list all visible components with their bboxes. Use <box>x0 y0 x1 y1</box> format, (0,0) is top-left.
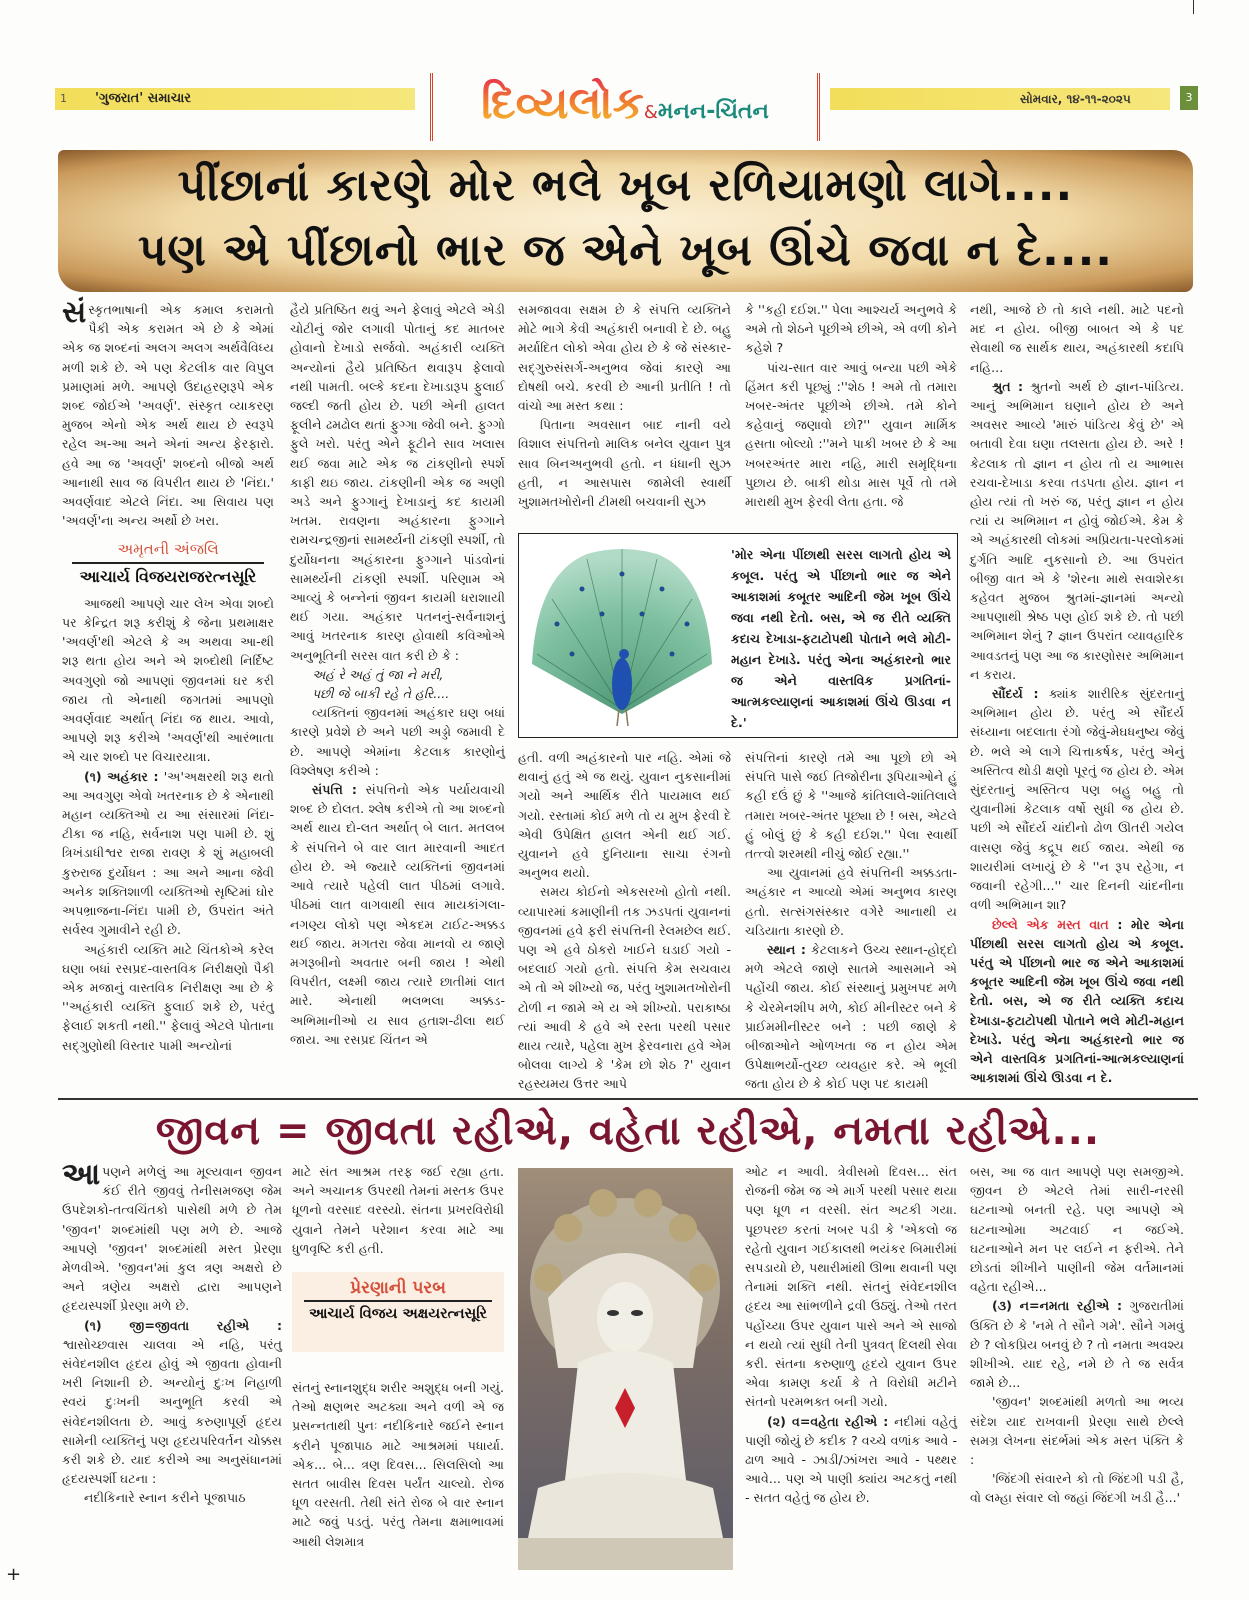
subheading: (૧) જી=જીવતા રહીએ : <box>84 1317 282 1333</box>
paragraph: સંપત્તિનાં કારણે તમે આ પૂછો છો એ સંપત્તિ પાસે જઈ તિજોરીના રૂપિયાઓને હું કહી દઉં છું કે ''આજે કાંતિલાલે-શાંતિલાલે તમારા ખબર-અંતર પૂછ્યા છે ! બસ, એટલે હું બોલું છું કે કહી દઈશ.'' પેલા સ્વાર્થી તત્ત્વો શરમથી નીચું જોઈ રહ્યા.'' <box>745 750 957 862</box>
paragraph: અહંકારી વ્યક્તિ માટે ચિંતકોએ કરેલ ઘણા બધાં રસપ્રદ-વાસ્તવિક નિરીક્ષણો પૈકી એક મજાનું વાસ્તવિક નિરીક્ષણ આ છે કે ''અહંકારી વ્યક્તિ ફુલાઈ શકે છે, પરંતુ ફેલાઈ શકતી નથી.'' ફેલાવું એટલે પોતાના સદ્ગુણોથી વિસ્તાર પામી અન્યોનાં <box>62 941 274 1053</box>
paragraph-text: 'અ'અક્ષરથી શરૂ થતો આ અવગુણ એવો ખતરનાક છે કે એનાથી મહાન વ્યક્તિઓ ય આ સંસારમાં નિંદા-ટીકા જ નહિ, સર્વનાશ પણ પામી છે. શું ત્રિખંડાધીશ્વર રાજા રાવણ કે શું મહાબલી કુરુરાજ દુર્યોધન : આ અને આના જેવી અનેક શક્તિશાળી વ્યક્તિઓ સૃષ્ટિમાં ઘોર અપભ્રાજના-નિંદા પામી છે, ઉપરાંત અંતે સર્વસ્વ ગુમાવીને રહી છે. <box>62 768 274 938</box>
paragraph: સમજાવવા સક્ષમ છે કે સંપત્તિ વ્યક્તિને મોટે ભાગે કેવી અહંકારી બનાવી દે છે. બહુ મર્યાદિત લોકો એવા હોય છે કે જે સંસ્કાર-સદ્ગુરુસંસર્ગ-અનુભવ જેવાં કારણે આ દોષથી બચે. કરવી છે આની પ્રતીતિ ! તો વાંચો આ મસ્ત કથા : <box>518 302 731 414</box>
dropcap: સં <box>62 295 87 330</box>
paragraph <box>62 767 274 940</box>
byline <box>62 540 274 585</box>
column-kicker: પ્રેરણાની પરબ <box>304 1278 492 1302</box>
pull-quote-box <box>518 533 958 738</box>
paragraph: નદીકિનારે સ્નાન કરીને પૂજાપાઠ <box>84 1490 246 1506</box>
paper-mark: 1 <box>60 92 67 105</box>
paragraph-text: નદીમાં વહેતું પાણી જોયું છે કદીક ? વચ્ચે વળાંક આવે - ઢાળ આવે - ઝાડી/ઝાંખરા આવે - પથ્થર આવે... પણ એ પાણી ક્યાંય અટકતું નથી - સતત વહેતું જ હોય છે. <box>745 1413 957 1506</box>
paragraph: નથી, આજે છે તો કાલે નથી. માટે પદનો મદ ન હોય. બીજી બાબત એ કે પદ સેવાથી જ સાર્થક થાય, અહંકારથી કદાપિ નહિ... <box>970 302 1184 375</box>
section-title: દિવ્યલોક <box>481 78 644 129</box>
article1-column-4-continued <box>745 748 957 1094</box>
crop-mark <box>1193 0 1194 14</box>
paragraph <box>970 377 1184 684</box>
article1-column-4 <box>745 300 957 511</box>
pull-quote-text: 'મોર એના પીંછાથી સરસ લાગતો હોય એ કબૂલ. પરંતુ એ પીંછાનો ભાર જ એને આકાશમાં કબૂતર આદિની જેમ ખૂબ ઊંચે જવા નથી દેતો. બસ, એ જ રીતે વ્યક્તિ કદાચ દેખાડા-ફટાટોપથી પોતાને ભલે મોટી-મહાન દેખાડે. પરંતુ એના અહંકારનો ભાર જ એને વાસ્તવિક પ્રગતિનાં-આત્મકલ્યાણનાં આકાશમાં ઊંચે ઊડવા ન દે.' <box>731 547 951 730</box>
author-name: આચાર્ય વિજયરાજરત્નસૂરિ <box>79 566 257 586</box>
headline-banner <box>58 150 1193 292</box>
paragraph-text: કેટલાકને ઉચ્ચ સ્થાન-હોદ્દો મળે એટલે જાણે સાતમે આસમાને એ પહોંચી જાય. કોઈ સંસ્થાનું પ્રમુખપદ મળે કે ચેરમેનશીપ મળે, કોઈ મીનીસ્ટર બને કે પ્રાઈમમીનીસ્ટર બને : પછી જાણે કે બીજાઓને ઓળખતા જ ન હોય એમ ઉપેક્ષાભર્યો-તુચ્છ વ્યવહાર કરે. એ ભૂલી જતા હોય છે કે કોઈ પણ પદ કાયમી <box>745 942 957 1092</box>
paragraph <box>970 684 1184 914</box>
subheading: (૨) વ=વહેતા રહીએ : <box>767 1413 889 1429</box>
paragraph: પાંચ-સાત વાર આવું બન્યા પછી એકે હિંમત કરી પૂછ્યું :''શેઠ ! અમે તો તમારા ખબર-અંતર પૂછીએ છીએ. તમે કોને કહેવાનું જણાવો છો?'' યુવાન માર્મિક હસતા બોલ્યો :''મને પાકી ખબર છે કે આ ખબરઅંતર મારા નહિ, મારી સમૃદ્ધિના પુછાય છે. બાકી થોડા માસ પૂર્વે તો તમે મારાથી મુખ ફેરવી લેતા હતા. જે <box>745 359 957 510</box>
article2-headline: જીવન = જીવતા રહીએ, વહેતા રહીએ, નમતા રહીએ... <box>155 1108 1101 1154</box>
article1-column-2 <box>290 300 505 1049</box>
paragraph: આ યુવાનમાં હવે સંપત્તિની અક્કડતા-અહંકાર ન આવ્યો એમાં અનુભવ કારણ હતો. સત્સંગસંસ્કાર વગેરે આનાથી ય ચડિયાતા કારણો છે. <box>745 865 957 938</box>
paragraph: વ્યક્તિનાં જીવનમાં અહંકાર ઘણ બધાં કારણે પ્રવેશે છે અને પછી અડ્ડો જમાવી દે છે. આપણે એમાંના કેટલાક કારણોનું વિશ્લેષણ કરીએ : <box>290 705 505 778</box>
paragraph: સમય કોઈનો એકસરખો હોતો નથી. વ્યાપારમાં કમાણીની તક ઝડપતાં યુવાનનાં જીવનમાં હવે ફરી સંપત્તિની રેલમછેલ થઈ. પણ એ હવે ઠોકરો ખાઈને ઘડાઈ ગયો - બદલાઈ ગયો હતો. સંપત્તિ કેમ સચવાય એ તો એ શીખ્યો જ, પરંતુ ખુશામતખોરોની ટોળી ન જામે એ ય એ શીખ્યો. પરાકાષ્ઠા ત્યાં આવી કે હવે એ રસ્તા પરથી પસાર થાય ત્યારે, પહેલા મુખ ફેરવનારા હવે એમ બોલવા લાગ્યે કે 'કેમ છો શેઠ ?' યુવાન રહસ્યમય ઉત્તર આપે <box>518 884 731 1092</box>
paragraph-text: ક્યાંક શારીરિક સુંદરતાનું અભિમાન હોય છે. પરંતુ એ સૌંદર્ય સંધ્યાના બદલાતા રંગો જેવું-મેઘધનુષ્ય જેવું છે. ભલે એ લાગે ચિત્તાકર્ષક, પરંતુ એનું અસ્તિત્વ થોડી ક્ષણો પૂરતું જ હોય છે. એમ સુંદરતાનું અસ્તિત્વ પણ બહુ બહુ તો યુવાનીમાં કેટલાક વર્ષો સુધી જ હોય છે. પછી એ સૌંદર્ય ચાંદીનો ઢોળ ઊતરી ગયેલ વાસણ જેવું કદ્રૂપ થઈ જાય. એથી જ શાયરીમાં લખાયું છે કે ''ન રૂપ રહેગા, ન જવાની રહેગી...'' ચાર દિનની ચાંદનીના વળી અભિમાન શા? <box>970 686 1184 913</box>
article2-column-2 <box>292 1162 504 1258</box>
paragraph-text: : મોર એના પીંછાથી સરસ લાગતો હોય એ કબૂલ. પરંતુ એ પીંછાનો ભાર જ એને આકાશમાં કબૂતર આદિની જેમ ખૂબ ઊંચે જવા નથી દેતો. બસ, એ જ રીતે વ્યક્તિ કદાચ દેખાડા-ફટાટોપથી પોતાને ભલે મોટી-મહાન દેખાડે. પરંતુ એના અહંકારનો ભાર જ એને વાસ્તવિક પ્રગતિનાં-આત્મકલ્યાણનાં આકાશમાં ઊંચે ઊડવા ન દે. <box>970 916 1184 1086</box>
article2-column-2-continued <box>292 1378 504 1551</box>
paragraph: હતી. વળી અહંકારનો પાર નહિ. એમાં જે થવાનું હતું એ જ થયું. યુવાન નુકસાનીમાં ગયો અને આર્થિક રીતે પાયમાલ થઈ ગયો. રસ્તામાં કોઈ મળે તો ય મુખ ફેરવી દે એવી ઉપેક્ષિત હાલત એની થઈ ગઈ. યુવાનને હવે દુનિયાના સાચા રંગનો અનુભવ થયો. <box>518 750 731 881</box>
closing-label: છેલ્લે એક મસ્ત વાત <box>992 916 1109 932</box>
paper-name: 'ગુજરાત' સમાચાર <box>95 91 191 106</box>
article2-column-4 <box>745 1162 957 1508</box>
closing-quote: 'જિંદગી સંવારને કો તો જિંદગી પડી હૈ, વો લમ્હા સંવાર લો જહાં જિંદગી ખડી હૈ...' <box>970 1471 1184 1506</box>
article1-intro <box>62 295 274 530</box>
jain-idol-photo <box>518 1168 733 1570</box>
page-number: 3 <box>1180 86 1198 110</box>
verse-line: પછી જે બાકી રહે તે હરિ.... <box>312 686 450 702</box>
paragraph-text: શ્રુતનો અર્થ છે જ્ઞાન-પાંડિત્ય. આનું અભિમાન ઘણાને હોય છે અને અવસર આવ્યે 'મારું પાંડિત્ય કેવું છે' એ બતાવી દેવા ઘણા તલસતા હોય છે. અરે ! કેટલાક તો જ્ઞાન ન હોય તો ય આભાસ રચવા-દેખાડા કરવા તડપતા હોય. જ્ઞાન ન હોય ત્યાં તો ખરું જ, પરંતુ જ્ઞાન ન હોય ત્યાં ય અભિમાન ન હોવું જોઈએ. કેમ કે એ અહંકારથી લોકમાં અપ્રિયતા-પરલોકમાં દુર્ગતિ આદિ નુકસાનો છે. આ ઉપરાંત બીજી વાત એ કે 'શેરના માથે સવાશેરકા કહેવત મુજબ શ્રુતમાં-જ્ઞાનમાં અન્યો આપણાથી શ્રેષ્ઠ પણ હોઈ શકે છે. તો પછી અભિમાન શેનું ? જ્ઞાન ઉપરાંત વ્યાવહારિક આવડતનું પણ આ જ કારણોસર અભિમાન ન કરાય. <box>970 378 1184 682</box>
section-divider <box>58 1098 1198 1100</box>
paragraph <box>970 1296 1184 1392</box>
article1-column-1 <box>62 295 274 1055</box>
paragraph <box>290 780 505 1049</box>
verse-line: અહં રે અહં તું જા ને મરી, <box>312 666 444 682</box>
subheading: (૩) ન=નમતા રહીએ : <box>992 1298 1123 1314</box>
headline-line-2: પણ એ પીંછાનો ભાર જ એને ખૂબ ઊંચે જવા ન દે.... <box>137 225 1114 276</box>
paragraph: માટે સંત આશ્રમ તરફ જઈ રહ્યા હતા. અને અચાનક ઉપરથી તેમનાં મસ્તક ઉપર ધૂળનો વરસાદ વરસ્યો. સંતના પ્રખરવિરોધી યુવાને તેમને પરેશાન કરવા માટે આ ધુળવૃષ્ટિ કરી હતી. <box>292 1164 504 1256</box>
paragraph: બસ, આ જ વાત આપણે પણ સમજીએ. જીવન છે એટલે તેમાં સારી-નરસી ઘટનાઓ બનતી રહે. પણ આપણે એ ઘટનાઓમા અટવાઈ ન જઈએ. ઘટનાઓને મન પર લઈને ન ફરીએ. તેને છોડતાં શીખીને પાણીની જેમ વર્તમાનમાં વહેતા રહીએ... <box>970 1164 1184 1295</box>
paragraph-text: ગુજરાતીમાં ઉક્તિ છે કે 'નમે તે સૌને ગમે'. સૌને ગમવું છે ? લોકપ્રિય બનવું છે ? તો નમતા અવશ્ય શીખીએ. યાદ રહે, નમે છે તે જ સર્વત્ર જામે છે... <box>970 1298 1184 1391</box>
paragraph-text: શ્વાસોચ્છવાસ ચાલવા એ નહિ, પરંતુ સંવેદનશીલ હૃદય હોવું એ જીવતા હોવાની ખરી નિશાની છે. અન્યોનું દુઃખ નિહાળી સ્વયં દુઃખની અનુભૂતિ કરવી એ સંવેદનશીલતા છે. આવું કરુણાપૂર્ણ હૃદય સામેની વ્યક્તિનું પણ હૃદયપરિવર્તન ચોક્કસ કરી શકે છે. યાદ કરીએ આ અનુસંધાનમાં હૃદયસ્પર્શી ઘટના : <box>62 1336 282 1487</box>
paragraph: 'જીવન' શબ્દમાંથી મળતો આ ભવ્ય સંદેશ યાદ રાખવાની પ્રેરણા સાથે છેલ્લે સમગ્ર લેખના સંદર્ભમાં એક મસ્ત પંક્તિ કે : <box>970 1394 1184 1468</box>
article2-column-5 <box>970 1162 1184 1508</box>
paragraph: સંતનું સ્નાનશુદ્ધ શરીર અશુદ્ધ બની ગયું. તેઓ ક્ષણભર અટક્યા અને વળી એ જ પ્રસન્નતાથી પુનઃ નદીકિનારે જઈને સ્નાન કરીને પૂજાપાઠ માટે આશ્રમમાં પધાર્યા. એક... બે... ત્રણ દિવસ... સિલસિલો આ સતત બાવીસ દિવસ પર્યંત ચાલ્યો. રોજ ધૂળ વરસતી. તેથી સંતે રોજ બે વાર સ્નાન માટે જવું પડતું. પરંતુ તેમના ક્ષમાભાવમાં આથી લેશમાત્ર <box>292 1380 504 1549</box>
paragraph: હૈયે પ્રતિષ્ઠિત થવું અને ફેલાવું એટલે એડી ચોટીનું જોર લગાવી પોતાનું કદ માતબર હોવાનો દેખાડો સર્જવો. અહંકારી વ્યક્તિ અન્યોનાં હૈયે પ્રતિષ્ઠિત થવારૂપ ફેલાવો નથી પામતી. બલ્કે કદના દેખાડારૂપ ફુલાઈ જલ્દી જતી હોય છે. પછી એની હાલત ફૂલીને ઢમઢોલ થતાં ફુગ્ગા જેવી બને. ફુગ્ગો ફુલે ખરો. પરંતુ એને ફૂટીને સાવ ખલાસ થઈ જવા માટે એક જ ટાંકણીનો સ્પર્શ કાફી થઇ જાય. ટાંકણીની એક જ અણી અડે અને ફુગ્ગાનું દેખાડાનું કદ કાયમી ખતમ. રાવણના અહંકારના ફુગ્ગાને રામચન્દ્રજીનાં સામર્થ્યની ટાંકણી સ્પર્શી, તો દુર્યોધનના અહંકારના ફુગ્ગાને પાંડવોનાં સામર્થ્યની ટાંકણી સ્પર્શી. પરિણામ એ આવ્યું કે બન્નેનાં જીવન કાયમી ધરાશાયી થઈ ગયા. અહંકાર પતનનું-સર્વનાશનું આવું ખતરનાક કારણ હોવાથી કવિઓએ અનુભૂતિની સરસ વાત કરી છે કે : <box>290 302 505 663</box>
section-subtitle: મનન-ચિંતન <box>657 99 769 124</box>
article1-column-5 <box>970 300 1184 1087</box>
masthead <box>55 78 1205 138</box>
subheading: સંપત્તિ : <box>312 782 357 798</box>
intro-text: સ્કૃતભાષાની એક કમાલ કરામતો પૈકી એક કરામત એ છે કે એમાં એક જ શબ્દનાં અલગ અલગ અર્થવૈવિધ્ય મળી શકે છે. એ પણ કેટલીક વાર વિપુલ પ્રમાણમાં મળે. આપણે ઉદાહરણરૂપે એક શબ્દ જોઈએ 'અવર્ણ'. સંસ્કૃત વ્યાકરણ મુજબ એનો એક અર્થ થાય છે સ્વરૂપે રહેલ અ-આ અને એનાં અન્ય ફેરફારો. હવે આ જ 'અવર્ણ' શબ્દનો બીજો અર્થ આનાથી સાવ જ વિપરીત થાય છે 'નિંદા.' અવર્ણવાદ એટલે નિંદા. આ સિવાય પણ 'અવર્ણ'ના અન્ય અર્થો છે ખરા. <box>62 302 274 529</box>
paragraph-text: સંપત્તિનો એક પર્યાયવાચી શબ્દ છે દોલત. શ્લેષ કરીએ તો આ શબ્દનો અર્થ થાય દો-લત અર્થાત્ બે લાત. મતલબ કે સંપત્તિને બે વાર લાત મારવાની આદત હોય છે. એ જ્યારે વ્યક્તિનાં જીવનમાં આવે ત્યારે પહેલી લાત પીઠમાં લગાવે. પીઠમાં લાત વાગવાથી સાવ માયકાંગલા-નગણ્ય લોકો પણ એકદમ ટાઈટ-અક્કડ થઈ જાય. મગતરા જેવા માનવો ય જાણે મગરૂબીનો અવતાર બની જાય ! એથી વિપરીત, લક્ષ્મી જાય ત્યારે છાતીમાં લાત મારે. એનાથી ભલભલા અક્કડ-અભિમાનીઓ ય સાવ હતાશ-ઢીલા થઈ જાય. આ રસપ્રદ ચિંતન એ <box>290 782 505 1047</box>
idol-illustration <box>518 1168 733 1570</box>
article1-column-3-continued <box>518 748 731 1094</box>
subheading: સૌંદર્ય : <box>992 686 1039 702</box>
byline <box>292 1272 504 1352</box>
paragraph <box>745 1412 957 1508</box>
column-kicker: અમૃતની અંજલિ <box>72 540 264 563</box>
paragraph <box>62 1316 282 1489</box>
paragraph <box>745 940 957 1094</box>
section-amp: & <box>643 102 658 123</box>
article1-column-3 <box>518 300 731 511</box>
subheading: શ્રુત : <box>992 378 1024 394</box>
subheading: સ્થાન : <box>767 942 806 958</box>
author-name: આચાર્ય વિજય અક્ષયરત્નસૂરિ <box>308 1306 488 1322</box>
article2-intro <box>62 1157 282 1316</box>
paragraph: આજથી આપણે ચાર લેખ એવા શબ્દો પર કેન્દ્રિત શરૂ કરીશું કે જેના પ્રથમાક્ષર 'અવર્ણ'થી એટલે કે અ અથવા આ-થી શરૂ થતા હોય અને એ શબ્દોથી નિર્દિષ્ટ અવગુણો જો આપણાં જીવનમાં ઘર કરી જાય તો એનાથી જગતમાં આપણો અવર્ણવાદ અર્થાત્ નિંદા જ થાય. આવો, આપણે શરૂ કરીએ 'અવર્ણ'થી આરંભાતા એ ચાર શબ્દો પર વિચારયાત્રા. <box>62 595 274 765</box>
paragraph: પિતાના અવસાન બાદ નાની વયે વિશાલ સંપત્તિનો માલિક બનેલ યુવાન પુત્ર સાવ બિનઅનુભવી હતો. ન ધંધાની સુઝ હતી, ન આસપાસ જામેલી સ્વાર્થી ખુશામતખોરોની ટીમથી બચવાની સુઝ <box>518 417 731 510</box>
issue-date: સોમવાર, ૧૪-૧૧-૨૦૨૫ <box>1020 92 1131 106</box>
section-logo <box>430 73 820 141</box>
registration-mark-icon: + <box>6 1564 22 1585</box>
headline-line-1: પીંછાનાં કારણે મોર ભલે ખૂબ રળિયામણો લાગે.... <box>177 160 1074 211</box>
article2-column-1 <box>62 1157 282 1508</box>
paragraph: કે ''કહી દઈશ.'' પેલા આશ્ચર્ય અનુભવે કે અમે તો શેઠને પૂછીએ છીએ, એ વળી કોને કહેશે ? <box>745 302 957 356</box>
intro-text: પણને મળેલું આ મૂલ્યવાન જીવન કંઈ રીતે જીવવું તેનીસમજણ જેમ ઉપદેશકો-તત્વચિંતકો પાસેથી મળે છે તેમ 'જીવન' શબ્દમાંથી પણ મળે છે. આજે આપણે 'જીવન' શબ્દમાંથી મસ્ત પ્રેરણા મેળવીએ. 'જીવન'માં કુલ ત્રણ અક્ષરો છે અને ત્રણેય અક્ષરો દ્વારા આપણને હૃદયસ્પર્શી પ્રેરણા મળે છે. <box>62 1164 282 1314</box>
subheading: (૧) અહંકાર : <box>84 768 159 784</box>
dropcap: આ <box>62 1157 101 1192</box>
peacock-illustration <box>527 544 717 729</box>
paragraph: ઓટ ન આવી. ત્રેવીસમો દિવસ... સંત રોજની જેમ જ એ માર્ગ પરથી પસાર થયા પણ ધૂળ ન વરસી. સંત અટકી ગયા. પૂછપરછ કરતાં ખબર પડી કે 'એકલો જ રહેતો યુવાન ગઈકાલથી ભયંકર બિમારીમાં સપડાયો છે, પથારીમાંથી ઊભા થવાની પણ તેનામાં શક્તિ નથી. સંતનું સંવેદનશીલ હૃદય આ સાંભળીને દ્રવી ઉઠ્યું. તેઓ તરત પહોંચ્યા ઉપર યુવાન પાસે અને એ સાજો ન થયો ત્યાં સુધી તેની પુત્રવત્ દિલથી સેવા કરી. સંતના કરુણાળુ હૃદયે યુવાન ઉપર એવા કામણ કર્યા કે તે વિરોધી મટીને સંતનો પરમભક્ત બની ગયો. <box>745 1164 957 1410</box>
closing-paragraph <box>970 915 1184 1088</box>
